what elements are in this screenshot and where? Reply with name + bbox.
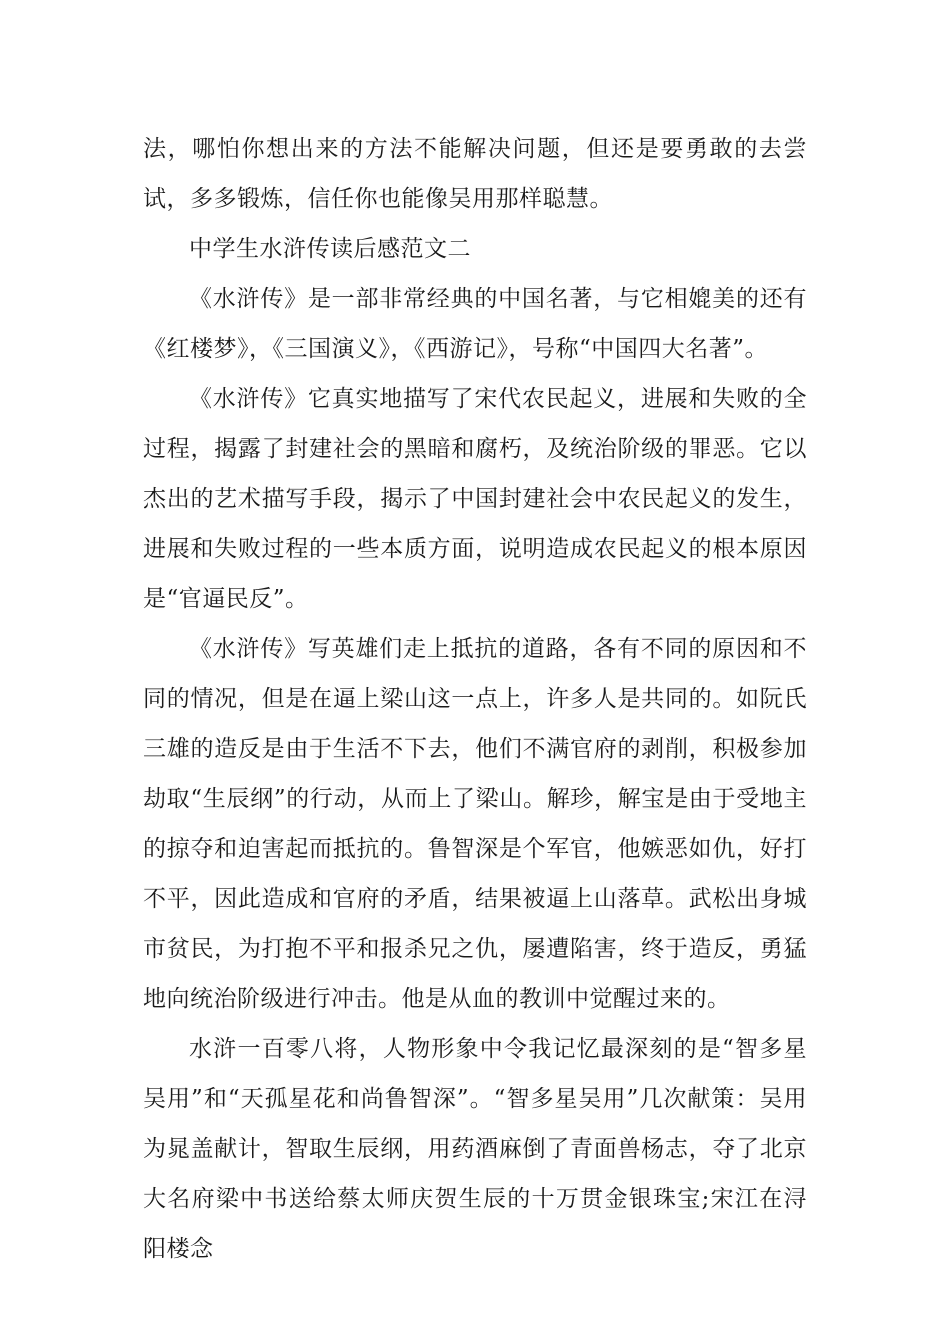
document-body xyxy=(143,124,807,1274)
paragraph: 《水浒传》它真实地描写了宋代农民起义，进展和失败的全过程，揭露了封建社会的黑暗和腐朽，及统治阶级的罪恶。它以杰出的艺术描写手段，揭示了中国封建社会中农民起义的发生，进展和失败过程的一些本质方面，说明造成农民起义的根本原因是“官逼民反”。 xyxy=(143,386,807,612)
paragraph: 《水浒传》写英雄们走上抵抗的道路，各有不同的原因和不同的情况，但是在逼上梁山这一点上，许多人是共同的。如阮氏三雄的造反是由于生活不下去，他们不满官府的剥削，积极参加劫取“生辰纲”的行动，从而上了梁山。解珍，解宝是由于受地主的掠夺和迫害起而抵抗的。鲁智深是个军官，他嫉恶如仇，好打不平，因此造成和官府的矛盾，结果被逼上山落草。武松出身城市贫民，为打抱不平和报杀兄之仇，屡遭陷害，终于造反，勇猛地向统治阶级进行冲击。他是从血的教训中觉醒过来的。 xyxy=(143,636,807,1012)
paragraph-continuation: 法，哪怕你想出来的方法不能解决问题，但还是要勇敢的去尝试，多多锻炼，信任你也能像吴用那样聪慧。 xyxy=(143,136,807,212)
section-heading: 中学生水浒传读后感范文二 xyxy=(189,236,471,262)
paragraph: 水浒一百零八将，人物形象中令我记忆最深刻的是“智多星吴用”和“天孤星花和尚鲁智深”。“智多星吴用”几次献策：吴用为晁盖献计，智取生辰纲，用药酒麻倒了青面兽杨志，夺了北京大名府梁中书送给蔡太师庆贺生辰的十万贯金银珠宝;宋江在浔阳楼念 xyxy=(143,1036,807,1262)
paragraph: 《水浒传》是一部非常经典的中国名著，与它相媲美的还有《红楼梦》，《三国演义》，《西游记》，号称“中国四大名著”。 xyxy=(143,286,807,362)
